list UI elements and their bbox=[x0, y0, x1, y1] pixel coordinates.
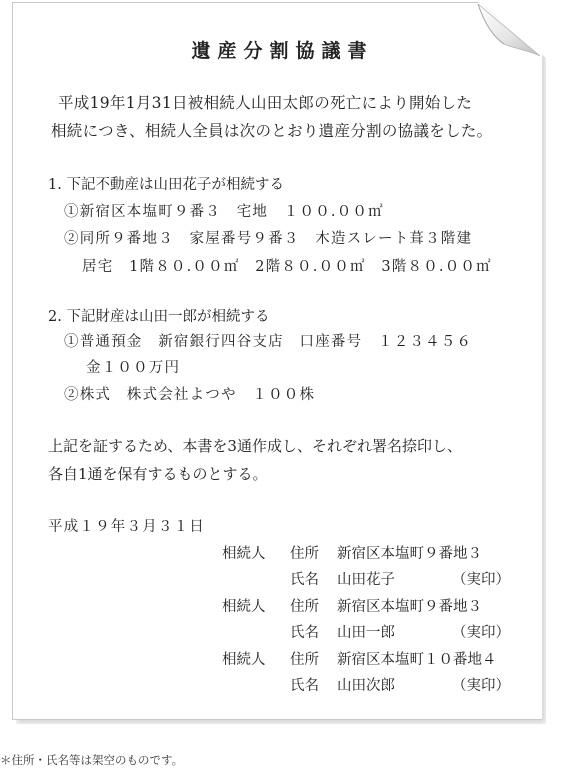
section-1-item-1: ①新宿区本塩町９番３ 宅地 １００.００㎡ bbox=[64, 204, 384, 220]
seal-mark: （実印） bbox=[452, 678, 510, 694]
closing-line-1: 上記を証するため、本書を3通作成し、それぞれ署名捺印し、 bbox=[48, 437, 462, 455]
signatory-address: 新宿区本塩町９番地３ bbox=[337, 546, 482, 562]
closing-line-2: 各自1通を保有するものとする。 bbox=[48, 465, 268, 483]
document-date: 平成１９年３月３１日 bbox=[48, 519, 205, 535]
document-title: 遺産分割協議書 bbox=[191, 40, 374, 62]
section-2-item-1-line-1: ①普通預金 新宿銀行四谷支店 口座番号 １２３４５６ bbox=[64, 334, 473, 350]
seal-mark: （実印） bbox=[452, 625, 510, 641]
name-label: 氏名 bbox=[290, 678, 319, 694]
name-label: 氏名 bbox=[290, 625, 319, 641]
intro-line-1: 平成19年1月31日被相続人山田太郎の死亡により開始した bbox=[58, 94, 473, 112]
signatory-name: 山田一郎 bbox=[337, 625, 395, 641]
signatory-name: 山田次郎 bbox=[337, 678, 395, 694]
section-1-item-2-line-1: ②同所９番地３ 家屋番号９番３ 木造スレート葺３階建 bbox=[64, 231, 473, 247]
footnote: ＊住所・氏名等は架空のものです。 bbox=[0, 753, 184, 767]
section-1-heading: 1. 下記不動産は山田花子が相続する bbox=[48, 177, 284, 193]
name-label: 氏名 bbox=[290, 572, 319, 588]
signatory-address: 新宿区本塩町１０番地４ bbox=[337, 652, 497, 668]
address-label: 住所 bbox=[290, 599, 319, 615]
signatory-role: 相続人 bbox=[222, 546, 266, 562]
intro-line-2: 相続につき、相続人全員は次のとおり遺産分割の協議をした。 bbox=[51, 122, 493, 140]
section-2-item-1-line-2: 金１００万円 bbox=[86, 360, 181, 376]
signatory-name: 山田花子 bbox=[337, 572, 395, 588]
signatory-role: 相続人 bbox=[222, 599, 266, 615]
signatory-address: 新宿区本塩町９番地３ bbox=[337, 599, 482, 615]
address-label: 住所 bbox=[290, 546, 319, 562]
section-1-item-2-line-2: 居宅 1階８０.００㎡ 2階８０.００㎡ 3階８０.００㎡ bbox=[82, 259, 492, 275]
section-2-item-2: ②株式 株式会社よつや １００株 bbox=[64, 387, 316, 403]
seal-mark: （実印） bbox=[452, 572, 510, 588]
signatory-role: 相続人 bbox=[222, 652, 266, 668]
address-label: 住所 bbox=[290, 652, 319, 668]
section-2-heading: 2. 下記財産は山田一郎が相続する bbox=[48, 309, 270, 325]
